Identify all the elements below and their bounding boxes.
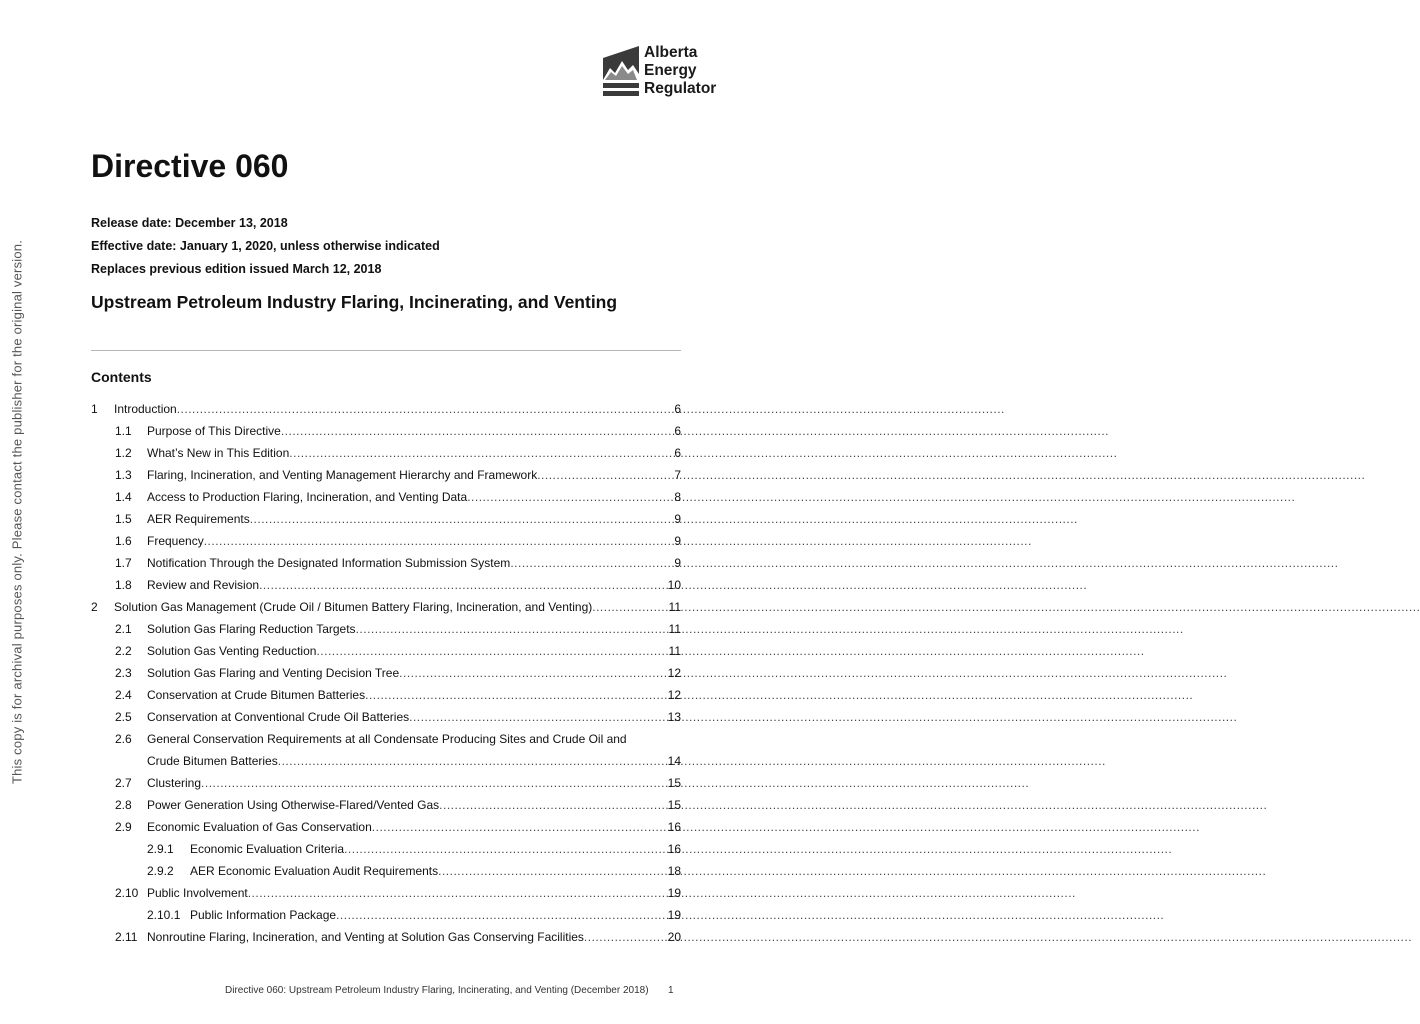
page-number: 1 bbox=[668, 985, 674, 996]
toc-entry-page: 15 bbox=[667, 776, 681, 790]
toc-entry-page: 6 bbox=[674, 446, 681, 460]
toc-entry[interactable] bbox=[147, 622, 681, 638]
toc-entry-number: 1.7 bbox=[115, 556, 132, 570]
logo-line-2: Energy bbox=[644, 62, 697, 79]
toc-entry-title: Public Information Package bbox=[190, 908, 337, 922]
toc-entry-title: AER Requirements bbox=[147, 512, 250, 526]
toc-entry-title: Conservation at Conventional Crude Oil Batteries bbox=[147, 710, 410, 724]
toc-entry-title: Review and Revision bbox=[147, 578, 260, 592]
effective-date: Effective date: January 1, 2020, unless otherwise indicated bbox=[91, 239, 440, 253]
toc-entry-title: Purpose of This Directive bbox=[147, 424, 281, 438]
toc-entry[interactable] bbox=[147, 798, 681, 814]
toc-entry-number: 1.6 bbox=[115, 534, 132, 548]
toc-entry-title: Solution Gas Flaring and Venting Decision Tree bbox=[147, 666, 400, 680]
toc-entry-title: Economic Evaluation of Gas Conservation bbox=[147, 820, 372, 834]
toc-entry-title: Nonroutine Flaring, Incineration, and Venting at Solution Gas Conserving Facilities bbox=[147, 930, 584, 944]
toc-dot-leader bbox=[259, 578, 667, 592]
toc-entry-page: 20 bbox=[667, 930, 681, 944]
toc-dot-leader bbox=[592, 600, 667, 614]
toc-entry-page: 16 bbox=[667, 820, 681, 834]
toc-entry-page: 8 bbox=[674, 490, 681, 504]
toc-entry-title: Solution Gas Flaring Reduction Targets bbox=[147, 622, 356, 636]
toc-entry-title: Economic Evaluation Criteria bbox=[190, 842, 345, 856]
toc-entry-title: Public Involvement bbox=[147, 886, 248, 900]
toc-dot-leader bbox=[248, 886, 667, 900]
toc-dot-leader bbox=[289, 446, 673, 460]
toc-entry[interactable] bbox=[147, 930, 681, 946]
toc-entry[interactable] bbox=[147, 820, 681, 836]
toc-entry-title[interactable]: General Conservation Requirements at all Condensate Producing Sites and Crude Oil and bbox=[147, 732, 627, 746]
toc-entry-page: 15 bbox=[667, 798, 681, 812]
toc-entry-page: 6 bbox=[674, 424, 681, 438]
toc-entry-page: 19 bbox=[667, 908, 681, 922]
toc-entry-number: 2 bbox=[91, 600, 98, 614]
toc-entry[interactable] bbox=[190, 842, 681, 858]
toc-dot-leader bbox=[250, 512, 674, 526]
toc-entry-title-continued: Crude Bitumen Batteries bbox=[147, 754, 278, 768]
toc-entry-page: 18 bbox=[667, 864, 681, 878]
section-divider bbox=[91, 350, 681, 351]
toc-entry-page: 12 bbox=[667, 666, 681, 680]
toc-entry-page: 13 bbox=[667, 710, 681, 724]
toc-entry-title: Flaring, Incineration, and Venting Management Hierarchy and Framework bbox=[147, 468, 538, 482]
toc-entry[interactable] bbox=[147, 468, 681, 484]
document-subtitle: Upstream Petroleum Industry Flaring, Incinerating, and Venting bbox=[91, 292, 618, 312]
toc-entry-number: 2.9.1 bbox=[147, 842, 174, 856]
toc-entry-number: 1.2 bbox=[115, 446, 132, 460]
toc-entry-page: 6 bbox=[674, 402, 681, 416]
toc-entry-page: 7 bbox=[674, 468, 681, 482]
toc-dot-leader bbox=[201, 776, 667, 790]
toc-dot-leader bbox=[537, 468, 673, 482]
aer-logo-wordmark bbox=[644, 44, 716, 98]
toc-dot-leader bbox=[278, 754, 667, 768]
toc-dot-leader bbox=[510, 556, 673, 570]
toc-entry-number: 1.8 bbox=[115, 578, 132, 592]
toc-entry[interactable] bbox=[147, 534, 681, 550]
toc-entry-number: 2.10.1 bbox=[147, 908, 181, 922]
toc-entry-page: 10 bbox=[667, 578, 681, 592]
toc-entry-number: 2.6 bbox=[115, 732, 132, 746]
toc-entry-title: AER Economic Evaluation Audit Requirements bbox=[190, 864, 439, 878]
toc-entry-title: Solution Gas Venting Reduction bbox=[147, 644, 317, 658]
toc-entry-number: 2.5 bbox=[115, 710, 132, 724]
toc-entry[interactable] bbox=[147, 886, 681, 902]
toc-entry-title: Notification Through the Designated Information Submission System bbox=[147, 556, 511, 570]
toc-entry-number: 2.9 bbox=[115, 820, 132, 834]
toc-dot-leader bbox=[438, 864, 667, 878]
toc-entry-number: 2.11 bbox=[115, 930, 138, 944]
toc-dot-leader bbox=[204, 534, 674, 548]
toc-entry[interactable] bbox=[147, 666, 681, 682]
toc-dot-leader bbox=[399, 666, 666, 680]
toc-dot-leader bbox=[409, 710, 667, 724]
toc-entry-page: 19 bbox=[667, 886, 681, 900]
toc-entry-number: 1.1 bbox=[115, 424, 132, 438]
toc-entry-page: 16 bbox=[667, 842, 681, 856]
document-title: Directive 060 bbox=[91, 148, 289, 184]
toc-entry-page: 11 bbox=[668, 644, 681, 658]
alberta-energy-regulator-mountain-logo-icon bbox=[603, 46, 639, 98]
toc-entry[interactable] bbox=[147, 556, 681, 572]
toc-dot-leader bbox=[344, 842, 667, 856]
toc-entry-number: 2.4 bbox=[115, 688, 132, 702]
toc-entry-number: 2.8 bbox=[115, 798, 132, 812]
replaces-edition: Replaces previous edition issued March 12, 2018 bbox=[91, 262, 382, 276]
toc-dot-leader bbox=[584, 930, 667, 944]
archival-side-note-text: This copy is for archival purposes only. Please contact the publisher for the original version. bbox=[9, 239, 25, 785]
toc-entry[interactable] bbox=[147, 578, 681, 594]
toc-entry-title: Power Generation Using Otherwise-Flared/Vented Gas bbox=[147, 798, 440, 812]
toc-entry-page: 14 bbox=[667, 754, 681, 768]
page-footer: Directive 060: Upstream Petroleum Industry Flaring, Incinerating, and Venting (December 2018) bbox=[225, 985, 649, 996]
toc-entry[interactable] bbox=[147, 490, 681, 506]
toc-entry[interactable] bbox=[147, 710, 681, 726]
toc-entry-number: 2.9.2 bbox=[147, 864, 174, 878]
toc-entry[interactable] bbox=[147, 644, 681, 660]
logo-line-3: Regulator bbox=[644, 80, 717, 97]
toc-entry[interactable] bbox=[114, 600, 681, 616]
toc-entry[interactable] bbox=[147, 424, 681, 440]
toc-entry-number: 2.7 bbox=[115, 776, 132, 790]
toc-entry[interactable] bbox=[147, 754, 681, 770]
toc-entry-page: 9 bbox=[674, 512, 681, 526]
toc-entry-number: 1.5 bbox=[115, 512, 132, 526]
toc-entry[interactable] bbox=[147, 512, 681, 528]
toc-entry-number: 1.4 bbox=[115, 490, 132, 504]
toc-entry[interactable] bbox=[147, 446, 681, 462]
toc-entry-number: 1.3 bbox=[115, 468, 132, 482]
toc-entry-page: 9 bbox=[674, 534, 681, 548]
toc-entry-title: Frequency bbox=[147, 534, 204, 548]
toc-entry-page: 12 bbox=[667, 688, 681, 702]
toc-dot-leader bbox=[356, 622, 668, 636]
toc-dot-leader bbox=[281, 424, 673, 438]
aer-logo bbox=[603, 44, 733, 104]
toc-entry[interactable] bbox=[147, 688, 681, 704]
toc-entry[interactable] bbox=[190, 864, 681, 880]
toc-entry-number: 2.2 bbox=[115, 644, 132, 658]
toc-entry-title: Introduction bbox=[114, 402, 177, 416]
toc-entry-title: Clustering bbox=[147, 776, 202, 790]
toc-dot-leader bbox=[316, 644, 667, 658]
toc-dot-leader bbox=[467, 490, 673, 504]
toc-dot-leader bbox=[336, 908, 667, 922]
toc-entry-number: 1 bbox=[91, 402, 98, 416]
toc-entry-title: What’s New in This Edition bbox=[147, 446, 290, 460]
toc-entry-number: 2.10 bbox=[115, 886, 139, 900]
toc-entry-title: Solution Gas Management (Crude Oil / Bitumen Battery Flaring, Incineration, and Venting) bbox=[114, 600, 593, 614]
toc-entry-page: 9 bbox=[674, 556, 681, 570]
toc-entry[interactable] bbox=[190, 908, 681, 924]
toc-entry-title: Access to Production Flaring, Incineration, and Venting Data bbox=[147, 490, 468, 504]
toc-entry-page: 11 bbox=[668, 622, 681, 636]
toc-dot-leader bbox=[372, 820, 667, 834]
logo-line-1: Alberta bbox=[644, 44, 698, 61]
release-date: Release date: December 13, 2018 bbox=[91, 216, 288, 230]
toc-dot-leader bbox=[177, 402, 674, 416]
toc-dot-leader bbox=[439, 798, 666, 812]
toc-entry[interactable] bbox=[114, 402, 681, 418]
toc-dot-leader bbox=[365, 688, 667, 702]
toc-entry-page: 11 bbox=[668, 600, 681, 614]
toc-entry-number: 2.1 bbox=[115, 622, 132, 636]
contents-heading: Contents bbox=[91, 369, 152, 385]
toc-entry-title: Conservation at Crude Bitumen Batteries bbox=[147, 688, 366, 702]
toc-entry-number: 2.3 bbox=[115, 666, 132, 680]
toc-entry[interactable] bbox=[147, 776, 681, 792]
